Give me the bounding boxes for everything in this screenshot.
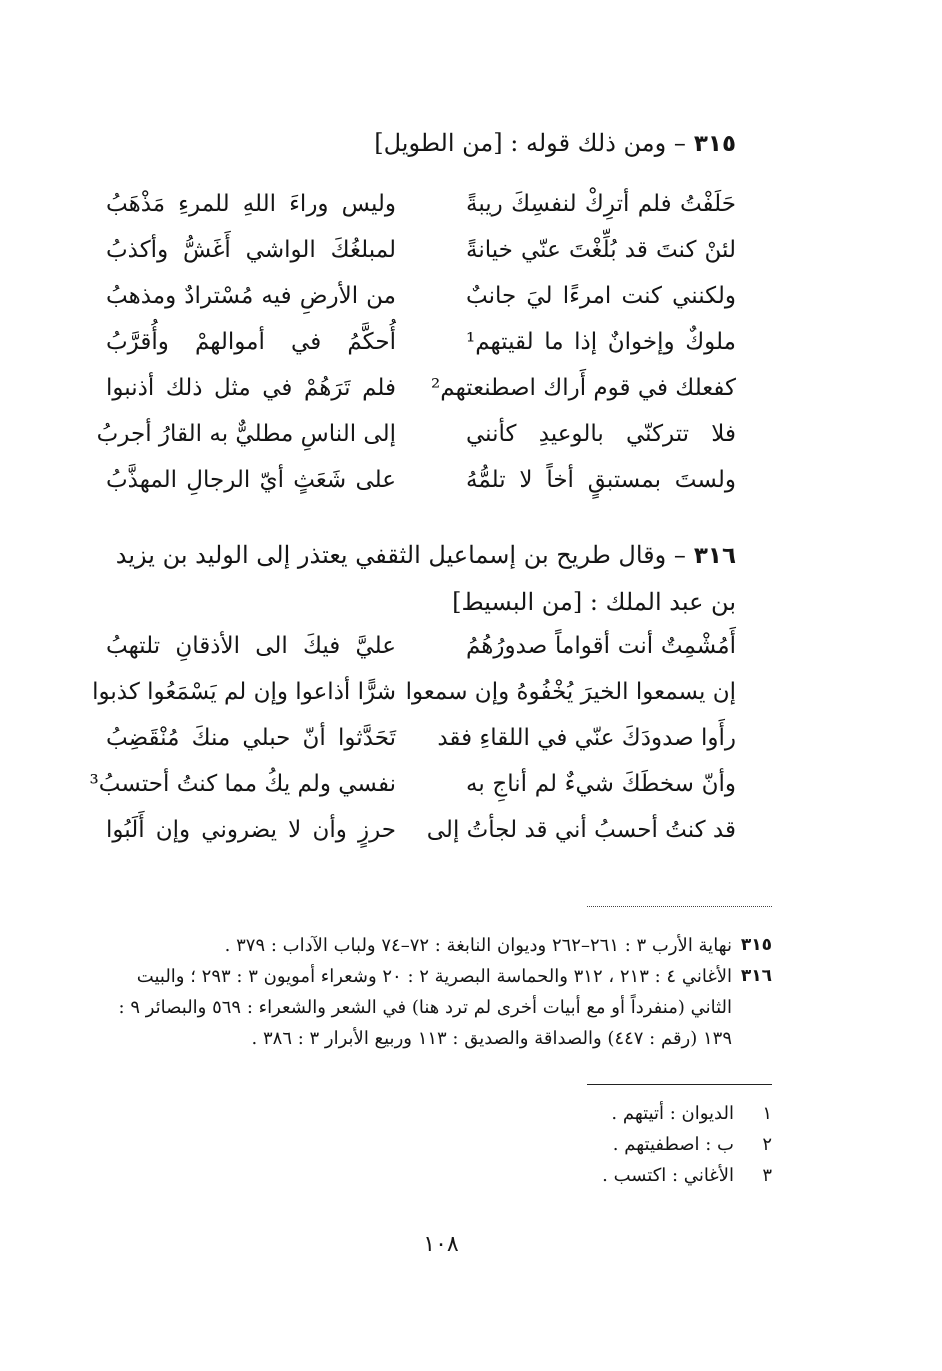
first-hemistich: لئنْ كنتَ قد بُلِّغْتَ عنّي خيانةً: [466, 237, 736, 263]
verse-line: [106, 230, 736, 276]
first-hemistich: ولكنني كنت امرءًا ليَ جانبٌ: [466, 283, 736, 309]
apparatus-number: ٣: [762, 1165, 772, 1186]
source-note: [110, 961, 772, 1054]
second-hemistich: وليس وراءَ اللهِ للمرءِ مَذْهَبُ: [106, 191, 396, 217]
second-hemistich: على شَعَثٍ أيّ الرجالِ المهذَّبُ: [106, 467, 396, 493]
notes-divider: [587, 906, 772, 907]
apparatus-text: ب : اصطفيتهم .: [612, 1134, 734, 1155]
verse-line: [106, 718, 736, 764]
apparatus-text: الديوان : أتيتهم .: [611, 1103, 734, 1124]
verse-line: [106, 626, 736, 672]
first-hemistich: ملوكٌ وإخوانٌ إذا ما لقيتهم¹: [466, 329, 736, 355]
apparatus-text: الأغاني : اكتسب .: [602, 1165, 734, 1186]
second-hemistich: إلى الناسِ مطليٌّ به القارُ أجربُ: [96, 421, 396, 447]
verse-line: [106, 368, 736, 414]
second-hemistich: من الأرضِ فيه مُسْترادٌ ومذهبُ: [106, 283, 396, 309]
first-hemistich: وأنّ سخطَكَ شيءٌ لم أناجِ به: [466, 771, 736, 797]
source-notes: [110, 930, 772, 1054]
second-hemistich: تَحَدَّثوا أنّ حبلي منكَ مُنْقَضِبُ: [106, 725, 396, 751]
verse-line: [106, 460, 736, 506]
first-hemistich: كفعلك في قوم أَراك اصطنعتهم²: [431, 375, 736, 401]
verse-line: [106, 184, 736, 230]
apparatus-number: ١: [762, 1103, 772, 1124]
page-number: ١٠٨: [423, 1232, 459, 1257]
second-hemistich: عليَّ فيكَ الى الأذقانِ تلتهبُ: [106, 633, 396, 659]
second-hemistich: لمبلغُكَ الواشي أَغَشُّ وأكذبُ: [106, 237, 396, 263]
note-number: ٣١٦: [740, 966, 772, 986]
apparatus-entry: [472, 1098, 772, 1129]
verse-line: [92, 672, 736, 718]
poem-heading-text: – ومن ذلك قوله : [من الطويل]: [374, 129, 686, 157]
textual-apparatus: [472, 1098, 772, 1191]
verse-line: [106, 276, 736, 322]
source-note: [110, 930, 772, 961]
apparatus-entry: [472, 1160, 772, 1191]
second-hemistich: فلم تَرَهُمْ في مثل ذلك أذنبوا: [106, 375, 396, 401]
note-text: الأغاني ٤ : ٢١٣ ، ٣١٢ والحماسة البصرية ٢ : ٢٠ وشعراء أمويون ٣ : ٢٩٣ ؛ والبيت الثاني (منفرداً أو مع أبيات أخرى لم ترد هنا) في الشعر والشعراء : ٥٦٩ والبصائر ٩ : ١٣٩ (رقم : ٤٤٧) والصداقة والصديق : ١١٣ وربيع الأبرار ٣ : ٣٨٦ .: [118, 966, 732, 1049]
poem-heading-text: – وقال طريح بن إسماعيل الثقفي يعتذر إلى الوليد بن يزيد بن عبد الملك : [من البسيط]: [115, 541, 736, 616]
poem-heading-316: [110, 532, 736, 625]
note-text: نهاية الأرب ٣ : ٢٦١–٢٦٢ وديوان النابغة : ٧٢–٧٤ ولباب الآداب : ٣٧٩ .: [224, 935, 732, 956]
poem-number: ٣١٦: [693, 543, 736, 569]
apparatus-divider: [587, 1084, 772, 1085]
second-hemistich: أُحكَّمُ في أموالهمْ وأُقرَّبُ: [106, 329, 396, 355]
verse-line: [96, 414, 736, 460]
first-hemistich: ولستَ بمستبقٍ أخاً لا تلمُّهُ: [466, 467, 736, 493]
first-hemistich: إن يسمعوا الخيرَ يُخْفُوهُ وإن سمعوا: [405, 679, 736, 705]
first-hemistich: أَمُشْمِتٌ أنت أقواماً صدورُهُمُ: [466, 633, 736, 659]
first-hemistich: فلا تتركنّي بالوعيدِ كأنني: [466, 421, 736, 447]
verse-line: [89, 764, 736, 810]
apparatus-entry: [472, 1129, 772, 1160]
verse-line: [106, 810, 736, 856]
first-hemistich: رأَوا صدودَكَ عنّي في اللقاءِ فقد: [437, 725, 736, 751]
apparatus-number: ٢: [762, 1134, 772, 1155]
verses-316: [89, 626, 736, 856]
second-hemistich: حرزٍ وأن لا يضروني وإن أَلَبُوا: [106, 817, 396, 843]
verse-line: [106, 322, 736, 368]
verses-315: [96, 184, 736, 506]
second-hemistich: شرًّا أذاعوا وإن لم يَسْمَعُوا كذبوا: [92, 679, 396, 705]
poem-heading-315: [120, 128, 736, 159]
poem-number: ٣١٥: [693, 131, 736, 157]
note-number: ٣١٥: [740, 935, 772, 955]
second-hemistich: نفسي ولم يكُ مما كنتُ أحتسبُ³: [89, 771, 396, 797]
first-hemistich: حَلَفْتُ فلم أترِكْ لنفسِكَ ريبةً: [466, 191, 736, 217]
first-hemistich: قد كنتُ أحسبُ أني قد لجأتُ إلى: [426, 817, 736, 843]
